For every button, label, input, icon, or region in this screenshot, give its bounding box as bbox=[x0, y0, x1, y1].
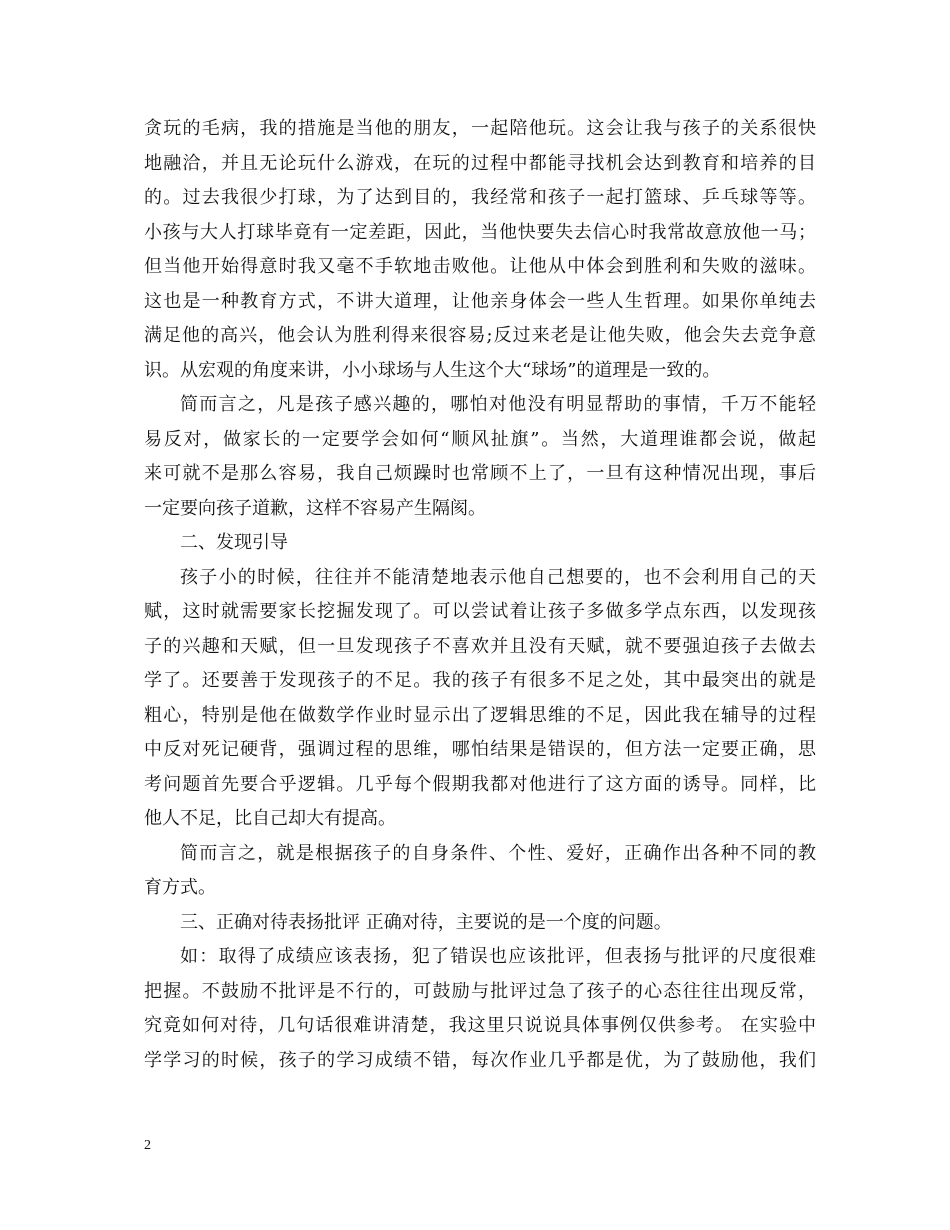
paragraph bbox=[144, 112, 816, 388]
text-line: 孩子小的时候，往往并不能清楚地表示他自己想要的，也不会利用自己的天 bbox=[180, 566, 816, 588]
text-line: 他人不足，比自己却大有提高。 bbox=[144, 808, 396, 829]
document-body bbox=[144, 112, 816, 1078]
text-line: 简而言之，凡是孩子感兴趣的，哪怕对他没有明显帮助的事情，千万不能轻 bbox=[180, 394, 816, 415]
text-line: 贪玩的毛病，我的措施是当他的朋友，一起陪他玩。这会让我与孩子的关系很快 bbox=[144, 118, 816, 139]
text-line: 中反对死记硬背，强调过程的思维，哪怕结果是错误的，但方法一定要正确，思 bbox=[144, 739, 816, 760]
paragraph bbox=[144, 906, 816, 941]
paragraph bbox=[144, 561, 816, 837]
text-line: 小孩与大人打球毕竟有一定差距，因此，当他快要失去信心时我常故意放他一马； bbox=[144, 221, 816, 243]
text-line: 学了。还要善于发现孩子的不足。我的孩子有很多不足之处，其中最突出的就是 bbox=[144, 670, 816, 691]
text-line: 赋，这时就需要家长挖掘发现了。可以尝试着让孩子多做多学点东西，以发现孩 bbox=[144, 601, 816, 622]
text-line: 如：取得了成绩应该表扬，犯了错误也应该批评，但表扬与批评的尺度很难 bbox=[180, 946, 816, 967]
paragraph bbox=[144, 940, 816, 1078]
text-line: 学学习的时候，孩子的学习成绩不错，每次作业几乎都是优，为了鼓励他，我们 bbox=[144, 1049, 816, 1071]
paragraph bbox=[144, 388, 816, 526]
text-line: 把握。不鼓励不批评是不行的，可鼓励与批评过急了孩子的心态往往出现反常， bbox=[144, 980, 816, 1002]
text-line: 的。过去我很少打球，为了达到目的，我经常和孩子一起打篮球、乒乓球等等。 bbox=[144, 187, 816, 208]
text-line: 地融洽，并且无论玩什么游戏，在玩的过程中都能寻找机会达到教育和培养的目 bbox=[144, 152, 816, 174]
paragraph bbox=[144, 526, 816, 561]
paragraph bbox=[144, 837, 816, 906]
text-line: 易反对，做家长的一定要学会如何“顺风扯旗”。当然，大道理谁都会说，做起 bbox=[144, 428, 816, 450]
text-line: 育方式。 bbox=[144, 877, 216, 898]
text-line: 粗心，特别是他在做数学作业时显示出了逻辑思维的不足，因此我在辅导的过程 bbox=[144, 704, 816, 726]
text-line: 二、发现引导 bbox=[180, 532, 288, 553]
text-line: 考问题首先要合乎逻辑。几乎每个假期我都对他进行了这方面的诱导。同样，比 bbox=[144, 773, 816, 795]
text-line: 究竟如何对待，几句话很难讲清楚，我这里只说说具体事例仅供参考。 在实验中 bbox=[144, 1015, 816, 1036]
text-line: 但当他开始得意时我又毫不手软地击败他。让他从中体会到胜利和失败的滋味。 bbox=[144, 256, 816, 277]
text-line: 三、正确对待表扬批评 正确对待，主要说的是一个度的问题。 bbox=[180, 911, 672, 933]
text-line: 满足他的高兴，他会认为胜利得来很容易;反过来老是让他失败，他会失去竞争意 bbox=[144, 325, 816, 346]
text-line: 简而言之，就是根据孩子的自身条件、个性、爱好，正确作出各种不同的教 bbox=[180, 842, 816, 864]
text-line: 子的兴趣和天赋，但一旦发现孩子不喜欢并且没有天赋，就不要强迫孩子去做去 bbox=[144, 635, 816, 657]
text-line: 来可就不是那么容易，我自己烦躁时也常顾不上了，一旦有这种情况出现，事后 bbox=[144, 463, 816, 484]
text-line: 这也是一种教育方式，不讲大道理，让他亲身体会一些人生哲理。如果你单纯去 bbox=[144, 290, 816, 312]
text-line: 一定要向孩子道歉，这样不容易产生隔阂。 bbox=[144, 497, 486, 519]
page-number: 2 bbox=[144, 1138, 151, 1153]
text-line: 识。从宏观的角度来讲，小小球场与人生这个大“球场”的道理是一致的。 bbox=[144, 359, 721, 381]
